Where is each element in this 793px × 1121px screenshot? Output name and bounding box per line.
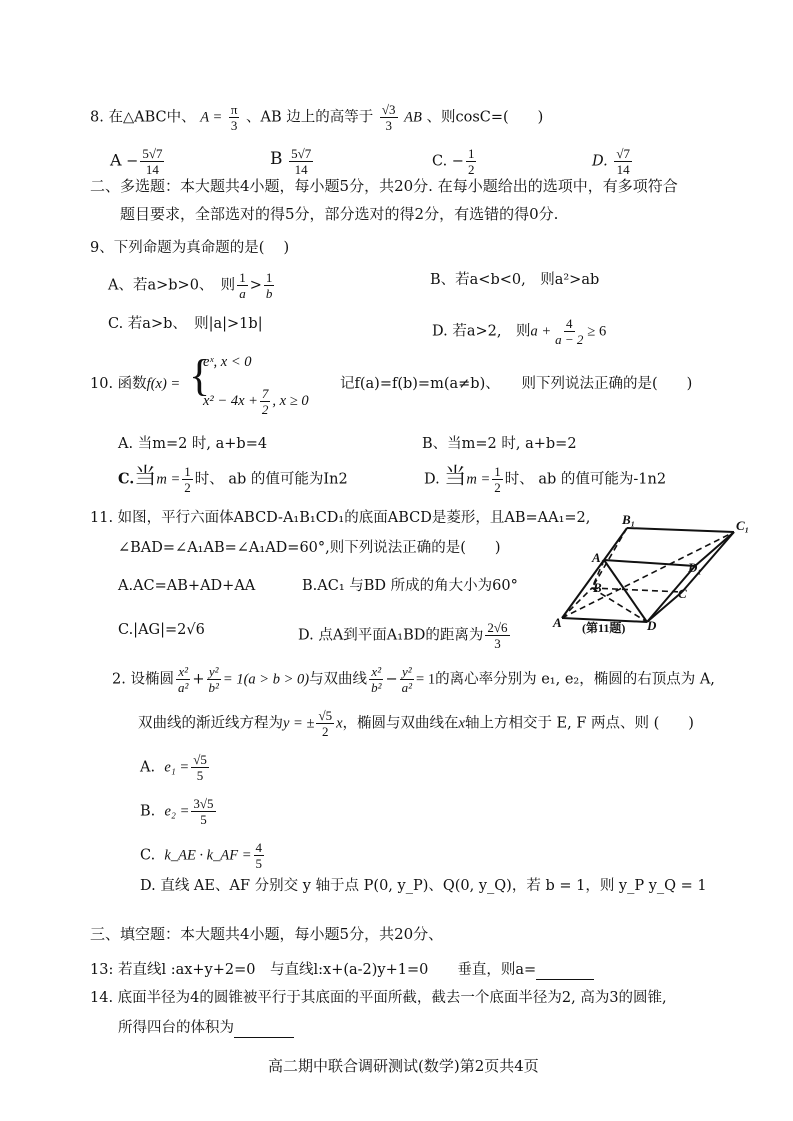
q9-option-a: A、若a>b>0、 则 $\frac{1}{a}$ > $\frac{1}{b}$ (108, 270, 273, 301)
q14-stem-line2: 所得四台的体积为 (118, 1018, 294, 1038)
q11-option-c: C.|AG|=2√6 (118, 622, 205, 638)
q12-option-c: C. k_AE · k_AF = $\frac{4}{5}$ (140, 840, 262, 871)
section3-header: 三、填空题：本大题共4小题，每小题5分，共20分、 (90, 925, 444, 943)
q8-sqrt3-over-3: $\frac{√3}{3}$ (381, 102, 396, 133)
q9-stem: 9、下列命题为真命题的是( ) (90, 240, 290, 256)
q12-stem-line2: 双曲线的渐近线方程为y = ± $\frac{√5}{2}$ x，椭圆与双曲线在x轴上方相交于 E, F 两点、则 ( ) (138, 708, 694, 739)
label-d1: D₁ (688, 560, 702, 575)
q14-stem-line1: 14. 底面半径为4的圆锥被平行于其底面的平面所截，截去一个底面半径为2, 高为3的圆锥, (90, 990, 667, 1006)
label-c1: C₁ (736, 518, 750, 533)
q11-option-b: B.AC₁ 与BD 所成的角大小为60° (302, 578, 518, 594)
q12-option-a: A. e₁ = $\frac{√5}{5}$ (140, 752, 207, 783)
q8-cond-a: A = (200, 109, 223, 126)
q11-stem-line2: ∠BAD=∠A₁AB=∠A₁AD=60°,则下列说法正确的是( ) (118, 540, 501, 556)
q8-ab: AB (404, 109, 422, 126)
q10-option-b: B、当m=2 时, a+b=2 (422, 436, 577, 452)
q12-option-b: B. e₂ = $\frac{3√5}{5}$ (140, 796, 214, 827)
q8-option-c: C. − $\frac{1}{2}$ (432, 146, 475, 177)
q9-option-d: D. 若a>2, 则a + $\frac{4}{a - 2}$ ≥ 6 (432, 316, 607, 347)
q11-option-d: D. 点A到平面A₁BD的距离为 $\frac{2√6}{3}$ (298, 620, 508, 651)
q13-stem: 13: 若直线l :ax+y+2=0 与直线l:x+(a-2)y+1=0 垂直，则a= (90, 960, 594, 980)
q11-option-a: A.AC=AB+AD+AA (118, 578, 256, 594)
label-d: D (647, 618, 657, 633)
q8-text-mid: 、AB 边上的高等于 (246, 109, 374, 126)
q11-stem-line1: 11. 如图，平行六面体ABCD-A₁B₁CD₁的底面ABCD是菱形，且AB=AA₁=2, (90, 510, 591, 526)
figure-caption: (第11题) (582, 621, 626, 635)
q8-option-b: B $\frac{5√7}{14}$ (270, 146, 312, 177)
q8-pi-over-3: $\frac{\pi}{3}$ (230, 102, 238, 133)
label-c: C (678, 586, 687, 601)
edge-d1a1 (604, 560, 695, 566)
section2-header-line2: 题目要求，全部选对的得5分，部分选对的得2分，有选错的得0分. (120, 205, 559, 223)
q9-option-c: C. 若a>b、 则|a|>1b| (108, 316, 263, 332)
label-b: B (593, 580, 602, 595)
q10-stem: 10. 函数f(x) = (90, 376, 181, 392)
label-a: A (553, 615, 562, 630)
q12-option-d: D. 直线 AE、AF 分别交 y 轴于点 P(0, y_P)、Q(0, y_Q)，若 b = 1，则 y_P y_Q = 1 (140, 878, 707, 894)
q10-option-c: C.当m = $\frac{1}{2}$ 时、 ab 的值可能为In2 (118, 464, 348, 495)
q10-option-a: A. 当m=2 时, a+b=4 (118, 436, 268, 452)
edge-b1c1 (627, 528, 734, 532)
line-ac1 (562, 532, 734, 618)
q10-case1: eˣ, x < 0 (203, 354, 252, 370)
label-a1: A₁ (592, 550, 606, 565)
q9-option-b: B、若a<b<0, 则a²>ab (430, 272, 600, 288)
label-b1: B₁ (622, 512, 636, 527)
q10-case2: x² − 4x + $\frac{7}{2}$ , x ≥ 0 (203, 386, 309, 417)
page-footer: 高二期中联合调研测试(数学)第2页共4页 (268, 1057, 539, 1075)
q8-text-post: 、则cosC=( ) (426, 109, 544, 126)
q14-answer-blank (234, 1037, 294, 1038)
q13-answer-blank (536, 979, 594, 980)
q8-option-a: A − $\frac{5√7}{14}$ (110, 146, 163, 177)
q10-brace: { (189, 351, 211, 400)
q12-stem-line1: 2. 设椭圆 $\frac{\text{x²}}{\text{a²}}$ + $\frac{\text{y²}}{\text{b²}}$ = 1(a > b > 0)与双曲线 $\frac{\text{x²}}{\text{b²}}$ − $\frac{\text{y²}}{\text{a²}}$ = 1的离心率分别为 e₁, e₂，椭圆的右顶点为 A, (112, 664, 715, 695)
parallelepiped-figure (552, 510, 752, 640)
q10-option-d: D. 当m = $\frac{1}{2}$ 时、 ab 的值可能为-1n2 (424, 464, 667, 495)
edge-ab (562, 588, 592, 618)
q10-mid: 记f(a)=f(b)=m(a≠b)、 则下列说法正确的是( ) (340, 376, 693, 392)
q8-stem (90, 102, 543, 133)
section2-header-line1: 二、多选题：本大题共4小题，每小题5分，共20分. 在每小题给出的选项中，有多项符合 (90, 177, 678, 195)
q8-text-pre: 在△ABC中、 (108, 109, 196, 126)
q8-number: 8. (90, 109, 104, 126)
q8-option-d: D. $\frac{√7}{14}$ (592, 146, 630, 177)
edge-bc (592, 588, 682, 592)
line-a1d (604, 560, 647, 622)
